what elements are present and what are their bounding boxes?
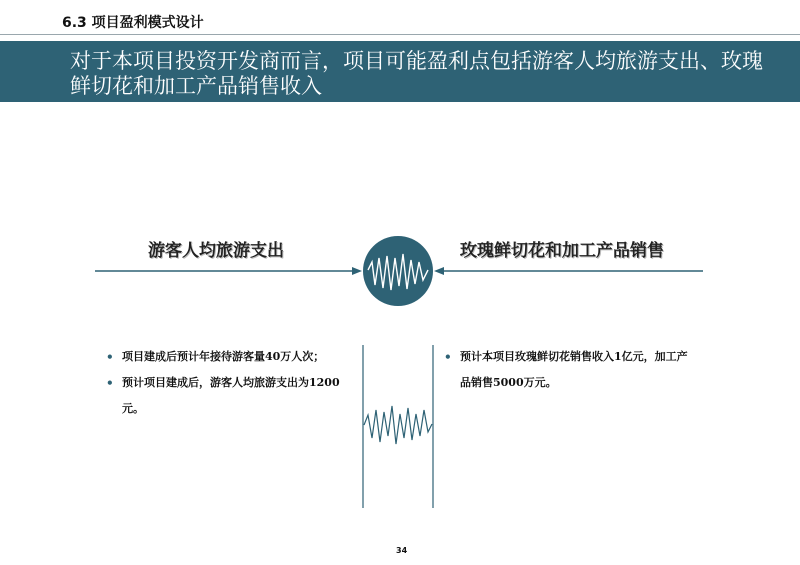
right-arrowhead xyxy=(434,267,444,275)
list-item xyxy=(444,344,694,396)
left-label: 游客人均旅游支出 xyxy=(148,241,284,261)
bullet-text: 预计项目建成后，游客人均旅游支出为1200元。 xyxy=(122,376,340,415)
list-item xyxy=(106,344,356,370)
left-arrowhead xyxy=(352,267,362,275)
left-bullet-list xyxy=(106,344,356,422)
list-item xyxy=(106,370,356,422)
channel-waveform-icon xyxy=(364,406,432,444)
right-bullet-list xyxy=(444,344,694,396)
bullet-icon: • xyxy=(106,350,114,364)
bullet-text: 项目建成后预计年接待游客量40万人次； xyxy=(122,350,325,363)
section-title: 6.3 项目盈利模式设计 xyxy=(62,15,204,31)
page-number: 34 xyxy=(396,546,408,555)
banner-text: 对于本项目投资开发商而言，项目可能盈利点包括游客人均旅游支出、玫瑰鲜切花和加工产品销售收入 xyxy=(70,49,763,98)
bullet-icon: • xyxy=(444,350,452,364)
bullet-text: 预计本项目玫瑰鲜切花销售收入1亿元，加工产品销售5000万元。 xyxy=(460,350,688,389)
right-label: 玫瑰鲜切花和加工产品销售 xyxy=(460,241,664,261)
bullet-icon: • xyxy=(106,376,114,390)
